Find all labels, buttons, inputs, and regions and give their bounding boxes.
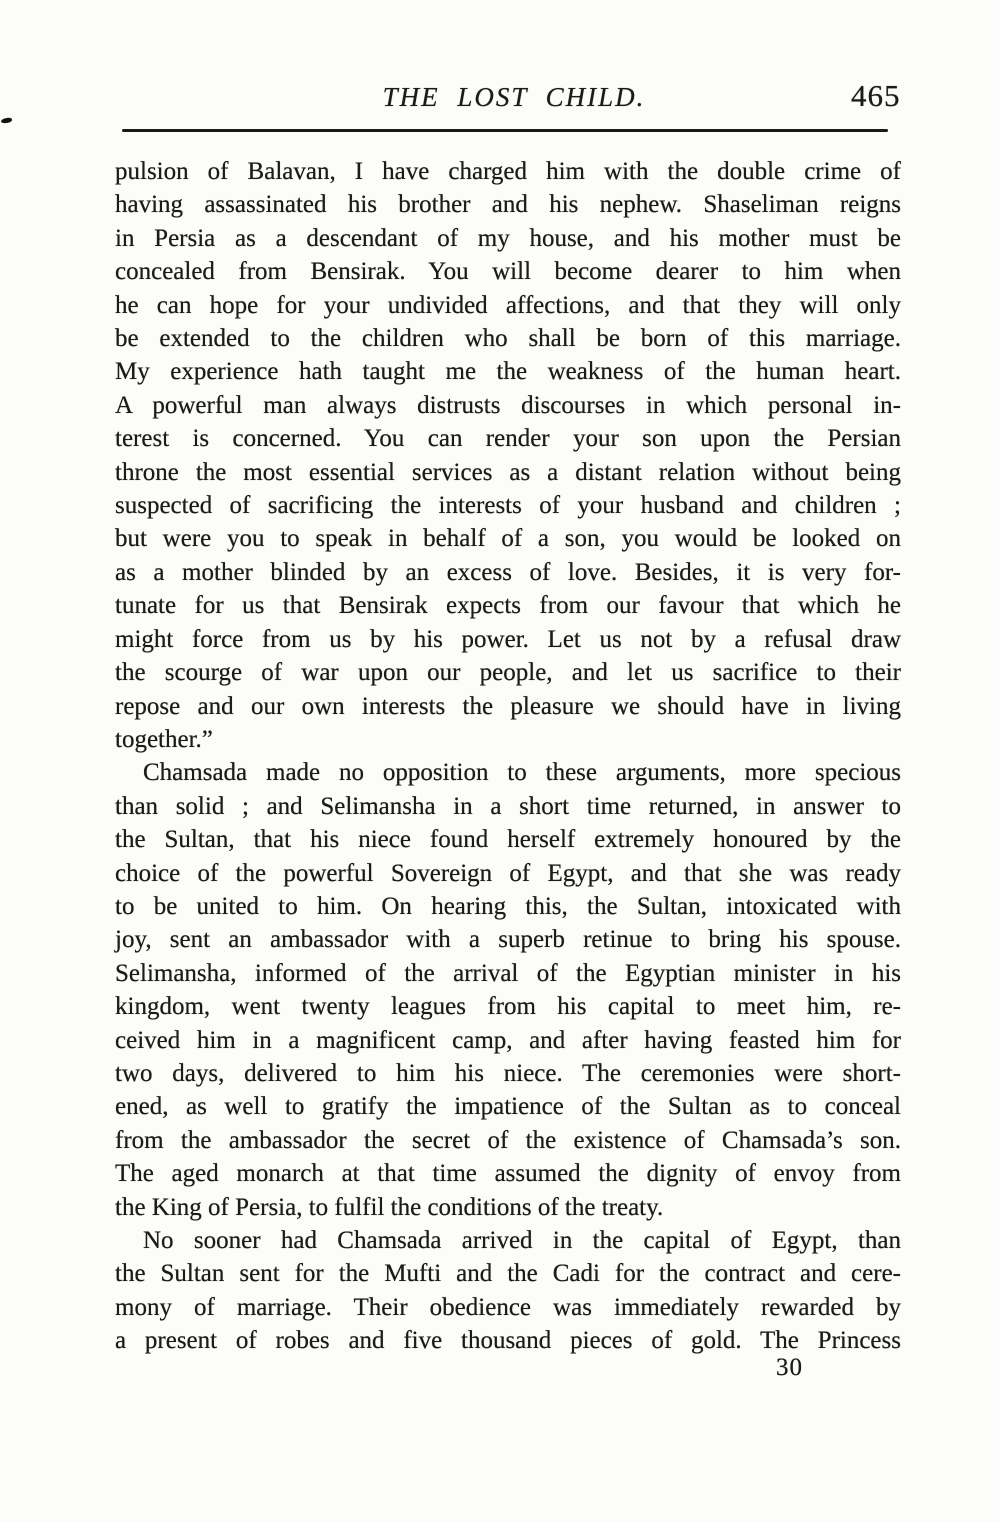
text-line: suspected of sacrificing the interests of your husband and children ; <box>115 492 901 520</box>
text-line: The aged monarch at that time assumed the dignity of envoy from <box>115 1160 901 1188</box>
text-line: the Sultan sent for the Mufti and the Cadi for the contract and cere- <box>115 1260 901 1288</box>
text-line: Chamsada made no opposition to these arguments, more specious <box>143 759 901 787</box>
text-line: be extended to the children who shall be born of this marriage. <box>115 325 901 353</box>
text-line: ceived him in a magnificent camp, and after having feasted him for <box>115 1026 901 1054</box>
signature-mark: 30 <box>776 1354 803 1381</box>
text-line: concealed from Bensirak. You will become dearer to him when <box>115 258 901 286</box>
text-line: terest is concerned. You can render your son upon the Persian <box>115 425 901 453</box>
text-line: ened, as well to gratify the impatience of the Sultan as to conceal <box>115 1093 901 1121</box>
scan-artifact <box>1 117 13 123</box>
text-line: tunate for us that Bensirak expects from our favour that which he <box>115 592 901 620</box>
text-line: than solid ; and Selimansha in a short time returned, in answer to <box>115 792 901 820</box>
text-line: the King of Persia, to fulfil the conditions of the treaty. <box>115 1193 664 1221</box>
text-line: kingdom, went twenty leagues from his capital to meet him, re- <box>115 993 901 1021</box>
text-line: Selimansha, informed of the arrival of the Egyptian minister in his <box>115 959 901 987</box>
text-line: My experience hath taught me the weakness of the human heart. <box>115 358 901 386</box>
text-line: the Sultan, that his niece found herself extremely honoured by the <box>115 826 901 854</box>
text-line: but were you to speak in behalf of a son, you would be looked on <box>115 525 901 553</box>
text-line: from the ambassador the secret of the existence of Chamsada’s son. <box>115 1126 901 1154</box>
text-line: the scourge of war upon our people, and let us sacrifice to their <box>115 659 901 687</box>
text-line: as a mother blinded by an excess of love. Besides, it is very for- <box>115 558 901 586</box>
text-line: in Persia as a descendant of my house, and his mother must be <box>115 224 901 252</box>
text-line: having assassinated his brother and his nephew. Shaseliman reigns <box>115 191 901 219</box>
header-rule <box>122 129 888 132</box>
text-line: No sooner had Chamsada arrived in the capital of Egypt, than <box>143 1227 901 1254</box>
running-title: THE LOST CHILD. <box>382 82 646 112</box>
text-line: A powerful man always distrusts discourses in which personal in- <box>115 391 901 419</box>
text-line: throne the most essential services as a distant relation without being <box>115 458 901 486</box>
text-line: he can hope for your undivided affections, and that they will only <box>115 291 901 319</box>
text-line: choice of the powerful Sovereign of Egypt, and that she was ready <box>115 859 901 887</box>
text-line: together.” <box>115 725 213 753</box>
text-line: a present of robes and five thousand pieces of gold. The Princess <box>115 1327 901 1355</box>
running-head <box>0 82 1000 113</box>
text-line: pulsion of Balavan, I have charged him with the double crime of <box>115 158 901 185</box>
text-line: two days, delivered to him his niece. The ceremonies were short- <box>115 1059 901 1087</box>
text-line: to be united to him. On hearing this, the Sultan, intoxicated with <box>115 892 901 920</box>
page-number: 465 <box>851 78 901 113</box>
text-line: mony of marriage. Their obedience was immediately rewarded by <box>115 1293 901 1321</box>
text-line: repose and our own interests the pleasure we should have in living <box>115 692 901 720</box>
text-line: joy, sent an ambassador with a superb retinue to bring his spouse. <box>115 926 901 954</box>
text-line: might force from us by his power. Let us not by a refusal draw <box>115 625 901 653</box>
text-block <box>115 155 901 1358</box>
